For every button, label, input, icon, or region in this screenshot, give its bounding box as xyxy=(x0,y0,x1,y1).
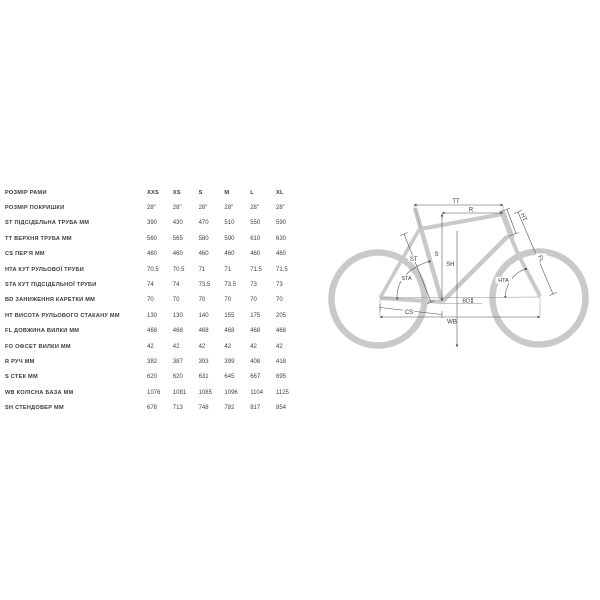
value-cell: 468 xyxy=(250,328,261,335)
value-cell: 468 xyxy=(224,328,235,335)
table-row xyxy=(5,200,305,215)
value-cell: 678 xyxy=(147,405,158,412)
row-label: SH СТЕНДОВЕР ММ xyxy=(5,405,64,412)
value-cell: 42 xyxy=(172,343,180,350)
top-tube xyxy=(420,214,503,229)
row-label: HTA КУТ РУЛЬОВОЇ ТРУБИ xyxy=(5,266,85,273)
geometry-table xyxy=(5,185,305,416)
value-cell: 70 xyxy=(172,297,180,304)
value-cell: 460 xyxy=(250,251,261,258)
table-row xyxy=(5,247,305,262)
down-tube xyxy=(442,236,508,302)
value-cell: 713 xyxy=(172,405,183,412)
value-cell: 70 xyxy=(224,297,232,304)
table-row xyxy=(5,216,305,231)
row-label: FO ОФСЕТ ВИЛКИ ММ xyxy=(5,343,71,350)
size-header-cell: XXS xyxy=(147,189,159,196)
value-cell: 667 xyxy=(250,374,261,381)
value-cell: 390 xyxy=(147,220,158,227)
value-cell: 620 xyxy=(172,374,183,381)
value-cell: 71 xyxy=(224,266,232,273)
table-row xyxy=(5,231,305,246)
value-cell: 630 xyxy=(275,235,286,242)
value-cell: 175 xyxy=(250,312,261,319)
size-header-cell: S xyxy=(198,189,203,196)
value-cell: 590 xyxy=(224,235,235,242)
row-label: CS ПЕР'Я ММ xyxy=(5,251,45,258)
head-tube-label: HT xyxy=(518,212,528,223)
value-cell: 560 xyxy=(147,235,158,242)
seat-angle-label: STA xyxy=(401,276,412,283)
value-cell: 695 xyxy=(275,374,286,381)
row-label: WB КОЛІСНА БАЗА ММ xyxy=(5,389,74,396)
table-row xyxy=(5,262,305,277)
value-cell: 399 xyxy=(224,358,235,365)
wheelbase-label: WB xyxy=(447,319,457,326)
value-cell: 70 xyxy=(275,297,283,304)
table-row xyxy=(5,293,305,308)
standover-label: SH xyxy=(446,262,455,268)
value-cell: 565 xyxy=(172,235,183,242)
table-row xyxy=(5,400,305,415)
tt-label: TT xyxy=(452,199,460,205)
value-cell: 130 xyxy=(172,312,183,319)
value-cell: 42 xyxy=(198,343,206,350)
chainstay-dimension xyxy=(380,304,442,318)
head-angle-label: HTA xyxy=(498,278,509,285)
value-cell: 382 xyxy=(147,358,158,365)
row-label: HT ВИСОТА РУЛЬОВОГО СТАКАНУ ММ xyxy=(5,312,120,319)
value-cell: 155 xyxy=(224,312,235,319)
row-label: РОЗМІР ПОКРИШКИ xyxy=(5,205,65,212)
fork-blade xyxy=(511,237,540,296)
value-cell: 28" xyxy=(224,205,234,212)
value-cell: 73.5 xyxy=(198,282,211,289)
value-cell: 74 xyxy=(147,282,154,289)
value-cell: 393 xyxy=(198,358,209,365)
bb-drop-label: BD xyxy=(462,298,470,305)
value-cell: 205 xyxy=(275,312,286,319)
size-header-cell: L xyxy=(250,189,254,196)
reach-label: R xyxy=(468,207,474,214)
row-label: S СТЕК ММ xyxy=(5,374,38,381)
value-cell: 1076 xyxy=(147,389,161,396)
value-cell: 42 xyxy=(250,343,257,350)
chainstay-label: CS xyxy=(404,309,414,316)
row-label: BD ЗАНИЖЕННЯ КАРЕТКИ ММ xyxy=(5,297,96,304)
front-wheel xyxy=(493,252,586,345)
value-cell: 468 xyxy=(172,328,183,335)
value-cell: 71 xyxy=(198,266,206,273)
fork-length-label: FL xyxy=(535,254,545,264)
value-cell: 73 xyxy=(250,282,257,289)
value-cell: 460 xyxy=(172,251,183,258)
value-cell: 28" xyxy=(250,205,259,212)
value-cell: 70.5 xyxy=(147,266,159,273)
value-cell: 460 xyxy=(275,251,286,258)
value-cell: 70 xyxy=(198,297,206,304)
value-cell: 28" xyxy=(172,205,182,212)
wheelbase-dimension xyxy=(380,317,540,326)
value-cell: 418 xyxy=(275,358,286,365)
table-row xyxy=(5,370,305,385)
value-cell: 460 xyxy=(198,251,209,258)
value-cell: 782 xyxy=(224,405,235,412)
reach-dimension xyxy=(442,208,503,214)
value-cell: 28" xyxy=(275,205,285,212)
stack-label: S xyxy=(434,252,439,258)
row-label: STA КУТ ПІДСІДЕЛЬНОЇ ТРУБИ xyxy=(5,282,97,289)
row-label: ST ПІДСІДЕЛЬНА ТРУБА ММ xyxy=(5,220,90,227)
seat-tube-dimension xyxy=(400,233,434,304)
value-cell: 70 xyxy=(250,297,257,304)
value-cell: 71.5 xyxy=(275,266,288,273)
value-cell: 580 xyxy=(198,235,209,242)
value-cell: 73 xyxy=(275,282,283,289)
value-cell: 631 xyxy=(198,374,209,381)
value-cell: 1096 xyxy=(224,389,238,396)
value-cell: 817 xyxy=(250,405,261,412)
value-cell: 1085 xyxy=(198,389,212,396)
value-cell: 73.5 xyxy=(224,282,237,289)
bike-geometry-diagram xyxy=(320,178,600,363)
value-cell: 620 xyxy=(147,374,158,381)
value-cell: 70 xyxy=(147,297,154,304)
value-cell: 468 xyxy=(198,328,209,335)
table-row xyxy=(5,385,305,400)
value-cell: 28" xyxy=(147,205,156,212)
value-cell: 387 xyxy=(172,358,183,365)
seat-tube-label: ST xyxy=(409,256,418,263)
value-cell: 550 xyxy=(250,220,261,227)
value-cell: 42 xyxy=(275,343,283,350)
seatstay-tube xyxy=(380,228,420,298)
value-cell: 468 xyxy=(147,328,158,335)
value-cell: 140 xyxy=(198,312,209,319)
table-row xyxy=(5,185,305,200)
row-label: РОЗМІР РАМИ xyxy=(5,189,47,196)
table-row xyxy=(5,308,305,323)
value-cell: 42 xyxy=(147,343,154,350)
table-row xyxy=(5,339,305,354)
head-tube xyxy=(502,211,512,238)
value-cell: 1104 xyxy=(250,389,264,396)
value-cell: 74 xyxy=(172,282,180,289)
value-cell: 468 xyxy=(275,328,286,335)
value-cell: 42 xyxy=(224,343,232,350)
value-cell: 645 xyxy=(224,374,235,381)
value-cell: 430 xyxy=(172,220,183,227)
value-cell: 510 xyxy=(224,220,235,227)
bike-frame xyxy=(332,208,586,346)
size-header-cell: XL xyxy=(275,189,284,196)
value-cell: 130 xyxy=(147,312,158,319)
table-row xyxy=(5,354,305,369)
value-cell: 460 xyxy=(147,251,158,258)
value-cell: 748 xyxy=(198,405,209,412)
table-row xyxy=(5,277,305,292)
value-cell: 71.5 xyxy=(250,266,262,273)
row-label: TT ВЕРХНЯ ТРУБА ММ xyxy=(5,235,72,242)
size-header-cell: M xyxy=(224,189,230,196)
value-cell: 1125 xyxy=(275,389,289,396)
row-label: FL ДОВЖИНА ВИЛКИ ММ xyxy=(5,328,80,335)
value-cell: 470 xyxy=(198,220,209,227)
size-header-cell: XS xyxy=(172,189,181,196)
value-cell: 590 xyxy=(275,220,286,227)
value-cell: 70.5 xyxy=(172,266,185,273)
value-cell: 854 xyxy=(275,405,286,412)
value-cell: 1081 xyxy=(172,389,187,396)
value-cell: 408 xyxy=(250,358,261,365)
tt-dimension xyxy=(414,199,503,205)
value-cell: 460 xyxy=(224,251,235,258)
table-row xyxy=(5,324,305,339)
value-cell: 28" xyxy=(198,205,208,212)
value-cell: 610 xyxy=(250,235,261,242)
row-label: R РУЧ ММ xyxy=(5,358,35,365)
